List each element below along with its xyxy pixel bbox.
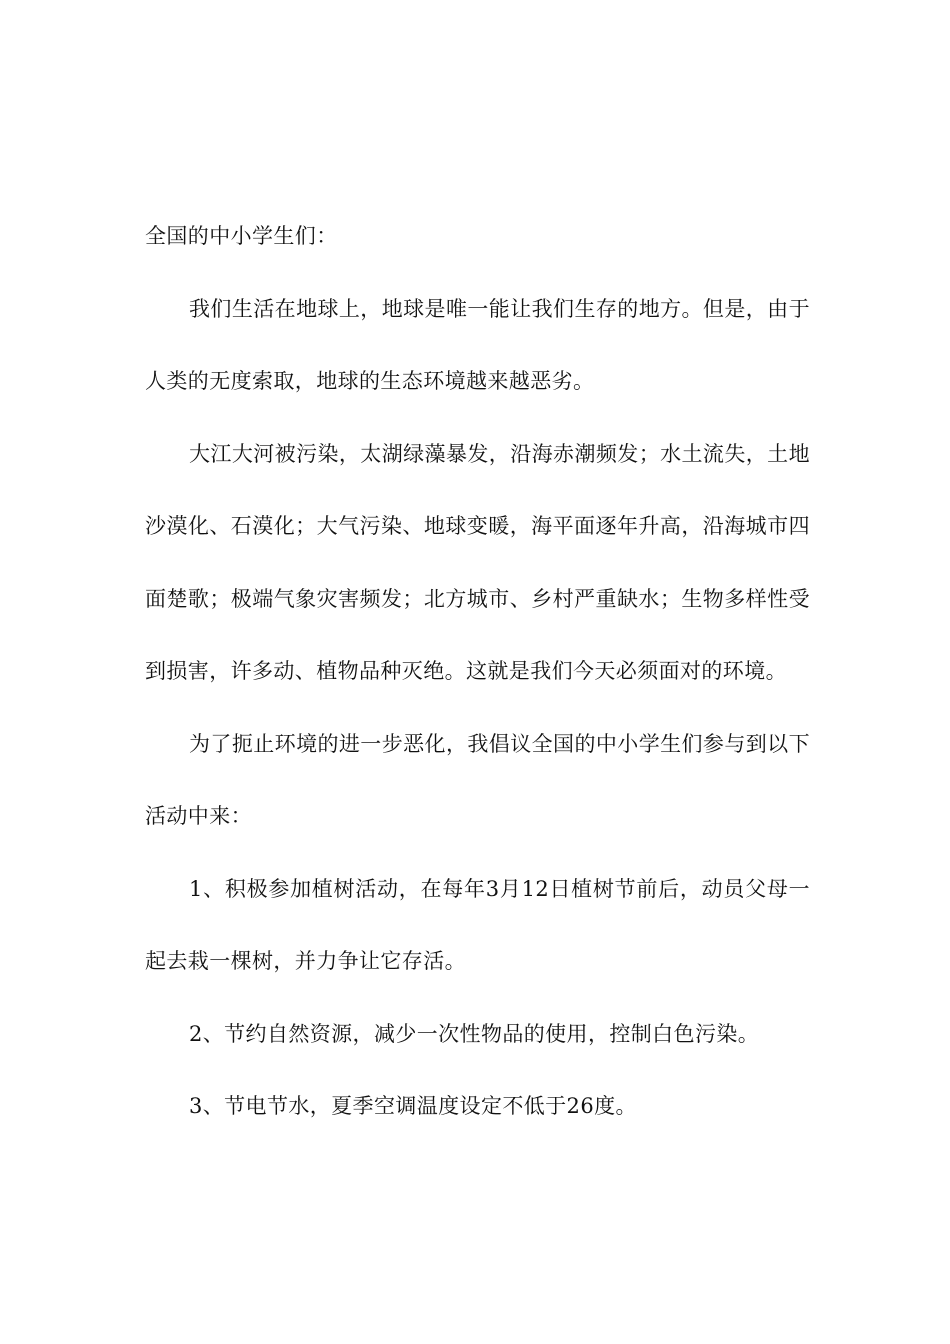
- list-item-tree-planting: 1、积极参加植树活动，在每年3月12日植树节前后，动员父母一起去栽一棵树，并力争让它存活。: [145, 876, 810, 973]
- paragraph-pollution: 大江大河被污染，太湖绿藻暴发，沿海赤潮频发；水土流失，土地沙漠化、石漠化；大气污染、地球变暖，海平面逐年升高，沿海城市四面楚歌；极端气象灾害频发；北方城市、乡村严重缺水；生物多样性受到损害，许多动、植物品种灭绝。这就是我们今天必须面对的环境。: [145, 441, 810, 683]
- letter-body: [145, 200, 810, 1143]
- salutation: 全国的中小学生们：: [145, 224, 338, 248]
- list-item-save-resources: 2、节约自然资源，减少一次性物品的使用，控制白色污染。: [189, 1021, 760, 1046]
- paragraph-proposal: 为了扼止环境的进一步恶化，我倡议全国的中小学生们参与到以下活动中来：: [145, 731, 810, 828]
- paragraph-earth: 我们生活在地球上，地球是唯一能让我们生存的地方。但是，由于人类的无度索取，地球的生态环境越来越恶劣。: [145, 296, 810, 393]
- list-item-save-energy: 3、节电节水，夏季空调温度设定不低于26度。: [189, 1094, 637, 1118]
